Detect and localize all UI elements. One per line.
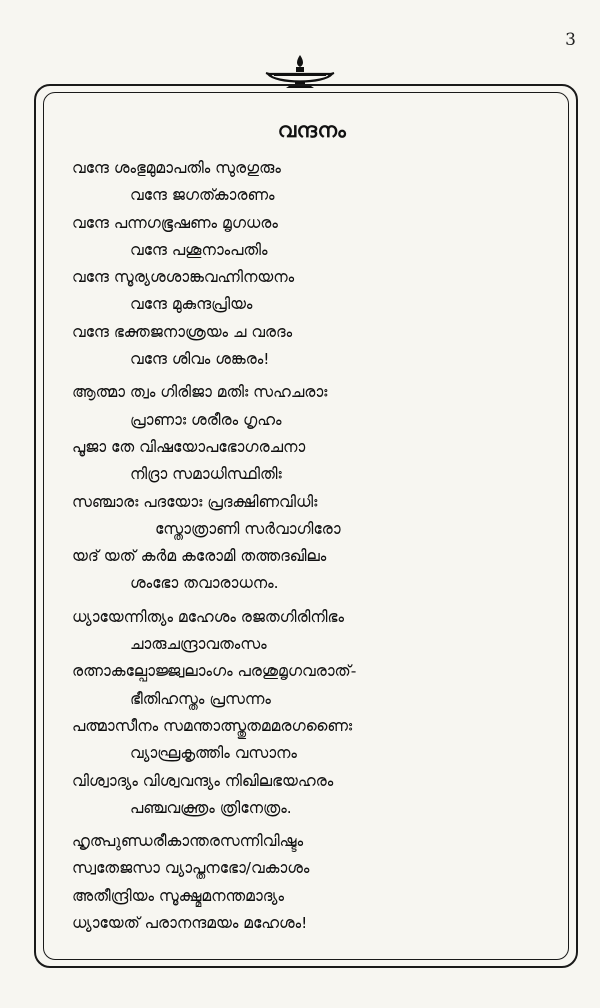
verse-line: വന്ദേ പന്നഗഭൂഷണം മൃഗധരം [72, 213, 278, 232]
verse-line: നിദ്രാ സമാധിസ്ഥിതിഃ [130, 465, 282, 484]
verse-line: ധ്യായേത് പരാനന്ദമയം മഹേശം! [72, 914, 308, 933]
verse-line: സ്തോത്രാണി സർവാഗിരോ [155, 519, 341, 538]
verse-line: രത്നാകല്പോജ്ജ്വലാംഗം പരശുമൃഗവരാത്- [72, 662, 357, 681]
verse-line: അതീന്ദ്രിയം സൂക്ഷ്മമനന്തമാദ്യം [72, 886, 284, 905]
verse-line: സഞ്ചാരഃ പദയോഃ പ്രദക്ഷിണവിധിഃ [72, 492, 318, 511]
verse-line: വന്ദേ സൂര്യശശാങ്കവഹ്നിനയനം [72, 268, 295, 287]
verse-line: ആത്മാ ത്വം ഗിരിജാ മതിഃ സഹചരാഃ [72, 383, 328, 402]
verse-line: പഞ്ചവക്ത്രം ത്രിനേത്രം. [130, 798, 292, 817]
verse-line: സ്വതേജസാ വ്യാപ്തനഭോ/വകാശം [72, 859, 310, 878]
verse-line: വന്ദേ ശംഭുമുമാപതിം സുരഗുരും [72, 159, 281, 177]
verse-line: വന്ദേ ജഗത്കാരണം [130, 186, 275, 205]
verse-line: പൂജാ തേ വിഷയോപഭോഗരചനാ [72, 437, 306, 456]
verse-block [72, 155, 552, 373]
verse-line: ധ്യായേന്നിത്യം മഹേശം രജതഗിരിനിഭം [72, 607, 344, 626]
poem-title: വന്ദനം [277, 118, 347, 142]
verse-block [72, 828, 552, 937]
verse-line: പത്മാസീനം സമന്താത്സ്തുതമമരഗണൈഃ [72, 716, 353, 735]
verse-line: വന്ദേ ശിവം ശങ്കരം! [130, 350, 270, 369]
verse-block [72, 379, 552, 597]
verse-line: ചാരുചന്ദ്രാവതംസം [130, 635, 267, 654]
verse-line: വ്യാഘ്രകൃത്തിം വസാനം [130, 744, 297, 763]
verse-line: വന്ദേ ഭക്തജനാശ്രയം ച വരദം [72, 322, 293, 341]
poem-content [72, 118, 552, 937]
page-number: 3 [565, 30, 576, 50]
verse-line: വന്ദേ മുകുന്ദപ്രിയം [130, 295, 253, 314]
verse-line: ഹൃത്പുണ്ഡരീകാന്തരസന്നിവിഷ്ടം [72, 832, 304, 851]
verses [72, 155, 552, 937]
verse-line: വന്ദേ പശൂനാംപതിം [130, 240, 268, 259]
verse-block [72, 604, 552, 822]
verse-line: ശംഭോ തവാരാധനം. [130, 574, 279, 593]
verse-line: വിശ്വാദ്യം വിശ്വവന്ദ്യം നിഖിലഭയഹരം [72, 771, 334, 790]
verse-line: യദ് യത് കർമ കരോമി തത്തദഖിലം [72, 547, 327, 566]
verse-line: ഭീതിഹസ്തം പ്രസന്നം [130, 689, 271, 708]
verse-line: പ്രാണാഃ ശരീരം ഗൃഹം [130, 410, 282, 429]
